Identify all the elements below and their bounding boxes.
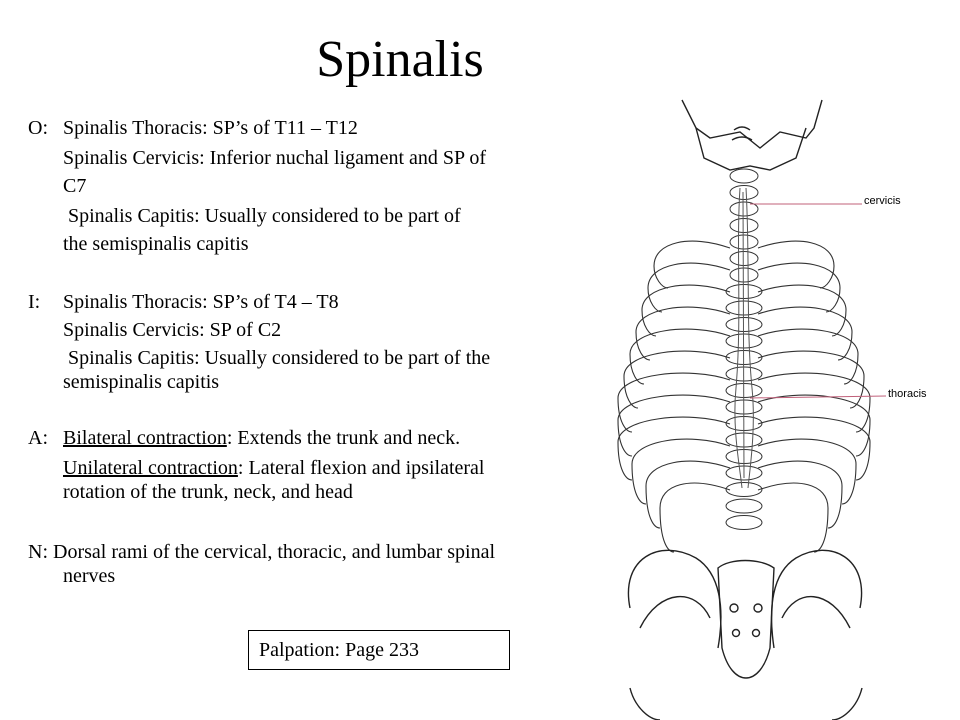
vertebra [730, 186, 758, 200]
rib [758, 263, 840, 312]
vertebra [726, 301, 762, 315]
rib [758, 351, 864, 408]
rib [660, 483, 730, 552]
action-bilateral [63, 426, 460, 450]
rib [758, 483, 828, 552]
slide-title: Spinalis [316, 31, 484, 88]
vertebra [730, 252, 758, 266]
unilateral-label: Unilateral contraction [63, 457, 238, 479]
nerve-line-2: nerves [63, 565, 116, 587]
origin-line-5: the semispinalis capitis [63, 233, 249, 255]
vertebra [726, 499, 762, 513]
thoracis-pointer [750, 396, 886, 398]
action-unilateral-cont: rotation of the trunk, neck, and head [63, 481, 353, 503]
vertebra [726, 285, 762, 299]
spine-illustration [600, 88, 960, 720]
origin-line-1: Spinalis Thoracis: SP’s of T11 – T12 [63, 117, 358, 139]
rib [646, 461, 730, 528]
rib [758, 241, 834, 288]
vertebra [730, 235, 758, 249]
rib [618, 417, 730, 480]
unilateral-text: : Lateral flexion and ipsilateral [237, 457, 485, 479]
cervicis-label: cervicis [864, 195, 901, 207]
rib [618, 395, 730, 456]
bilateral-label: Bilateral contraction [63, 427, 227, 449]
origin-line-4: Spinalis Capitis: Usually considered to be part of [63, 205, 461, 227]
action-unilateral [63, 456, 484, 480]
origin-line-3: C7 [63, 175, 87, 197]
insertion-line-2: Spinalis Cervicis: SP of C2 [63, 319, 282, 341]
origin-prefix: O: [28, 117, 48, 139]
vertebra [730, 268, 758, 282]
vertebra [730, 219, 758, 233]
vertebra [726, 318, 762, 332]
insertion-prefix: I: [28, 291, 41, 313]
rib [624, 351, 730, 408]
rib [648, 263, 730, 312]
vertebra [726, 516, 762, 530]
rib [758, 417, 870, 480]
action-prefix: A: [28, 427, 48, 449]
insertion-line-4: semispinalis capitis [63, 371, 220, 393]
pelvis [628, 550, 862, 720]
thoracis-label: thoracis [888, 388, 927, 400]
rib [758, 395, 870, 456]
vertebra [726, 483, 762, 497]
origin-line-2: Spinalis Cervicis: Inferior nuchal ligament and SP of [63, 147, 487, 169]
palpation-box: Palpation: Page 233 [248, 630, 510, 670]
insertion-line-3: Spinalis Capitis: Usually considered to be part of the [63, 347, 491, 369]
rib [758, 461, 842, 528]
bilateral-text: : Extends the trunk and neck. [226, 427, 461, 449]
insertion-line-1: Spinalis Thoracis: SP’s of T4 – T8 [63, 291, 339, 313]
nerve-line-1: N: Dorsal rami of the cervical, thoracic, and lumbar spinal [28, 541, 496, 563]
rib [654, 241, 730, 288]
vertebra [730, 169, 758, 183]
